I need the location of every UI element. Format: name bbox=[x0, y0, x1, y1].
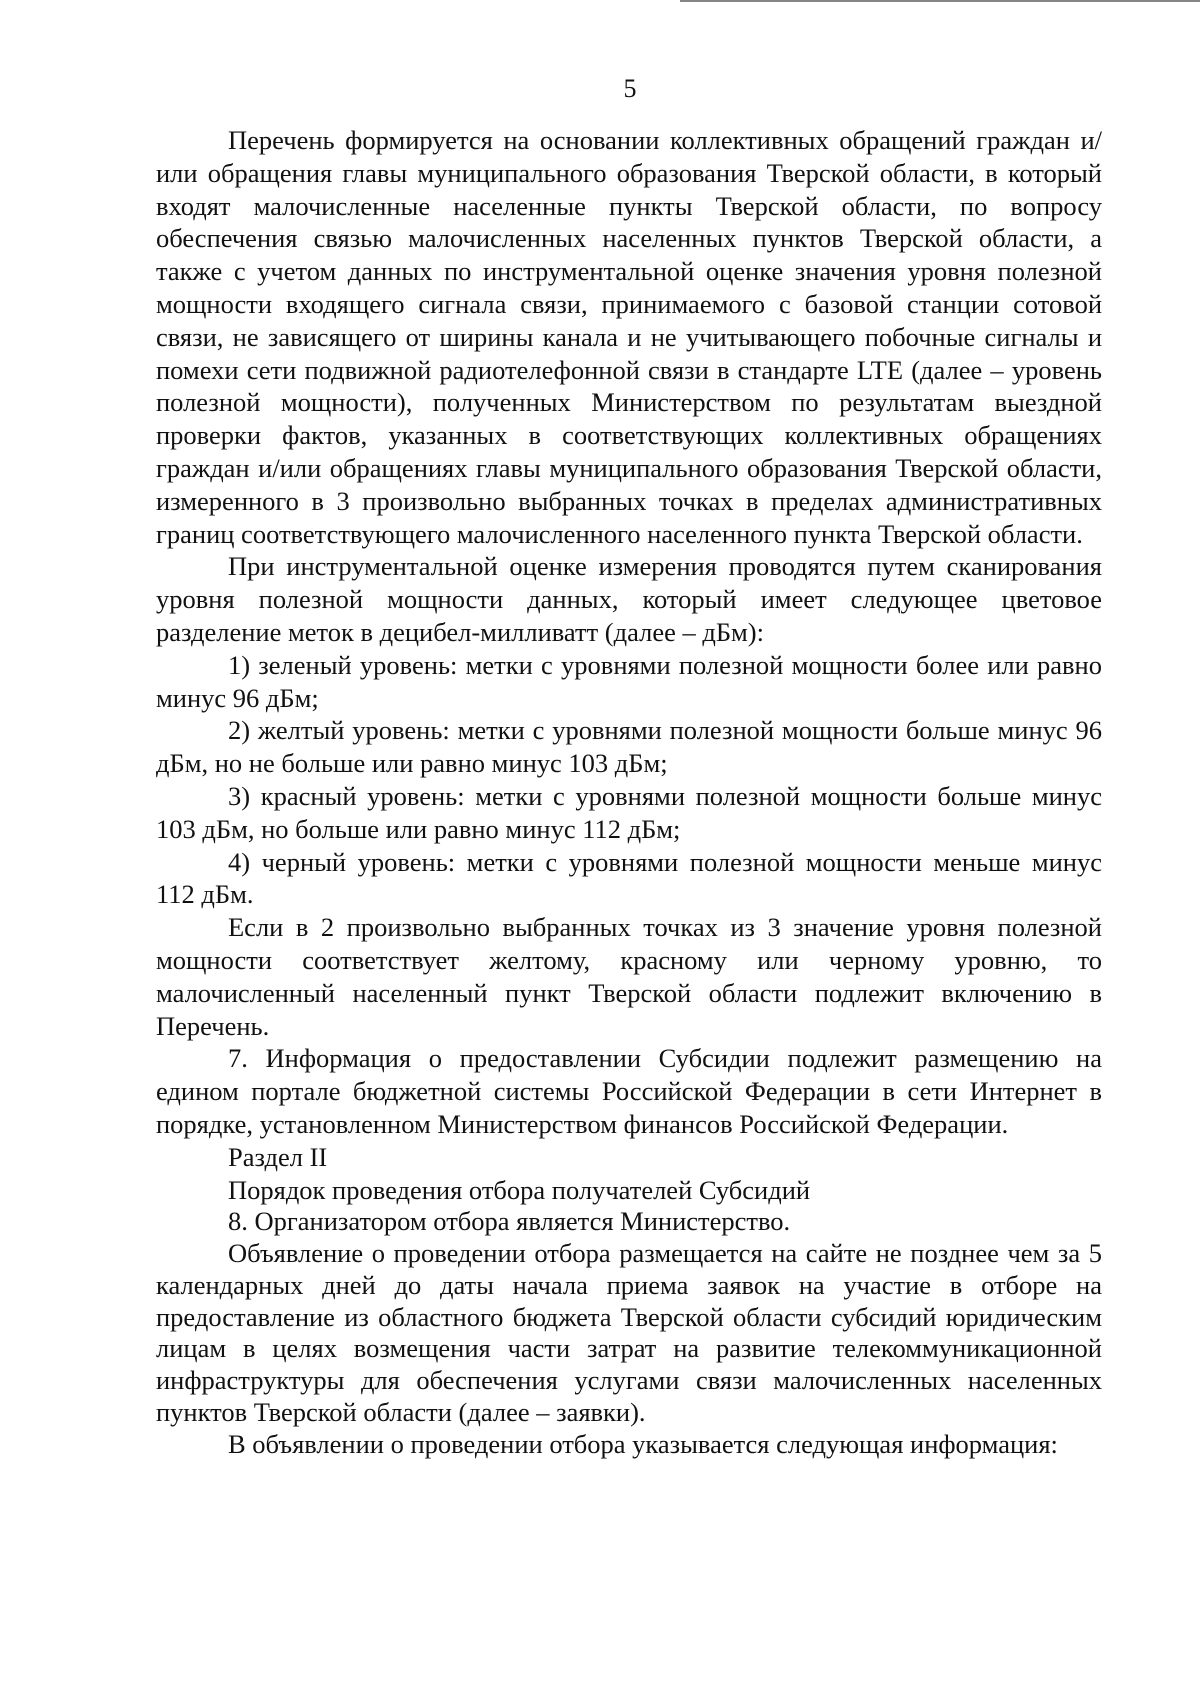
scan-edge-line bbox=[680, 0, 1200, 2]
list-item-red-level: 3) красный уровень: метки с уровнями полезной мощности больше минус 103 дБм, но больше или равно минус 112 дБм; bbox=[156, 780, 1102, 844]
document-body bbox=[156, 124, 1102, 1461]
section-number: Раздел II bbox=[228, 1141, 328, 1172]
page-number: 5 bbox=[623, 74, 637, 103]
list-item-green-level: 1) зеленый уровень: метки с уровнями полезной мощности более или равно минус 96 дБм; bbox=[156, 649, 1102, 713]
paragraph-announcement: Объявление о проведении отбора размещается на сайте не позднее чем за 5 календарных дней до даты начала приема заявок на участие в отборе на предоставление из областного бюджета Тверской области субсидий юридическим лицам в целях возмещения части затрат на развитие телекоммуникационной инфраструктуры для обеспечения услугами связи малочисленных населенных пунктов Тверской области (далее – заявки). bbox=[156, 1238, 1102, 1428]
paragraph-item-7: 7. Информация о предоставлении Субсидии подлежит размещению на едином портале бюджетной системы Российской Федерации в сети Интернет в порядке, установленном Министерством финансов Российской Федерации. bbox=[156, 1043, 1102, 1139]
paragraph-announcement-info: В объявлении о проведении отбора указывается следующая информация: bbox=[228, 1428, 1058, 1459]
paragraph-inclusion-rule: Если в 2 произвольно выбранных точках из 3 значение уровня полезной мощности соответствует желтому, красному или черному уровню, то малочисленный населенный пункт Тверской области подлежит включению в Перечень. bbox=[156, 912, 1102, 1041]
section-title: Порядок проведения отбора получателей Субсидий bbox=[228, 1174, 811, 1205]
list-item-yellow-level: 2) желтый уровень: метки с уровнями полезной мощности больше минус 96 дБм, но не больше или равно минус 103 дБм; bbox=[156, 715, 1102, 779]
paragraph-list-basis: Перечень формируется на основании коллективных обращений граждан и/или обращения главы муниципального образования Тверской области, в который входят малочисленные населенные пункты Тверской области, по вопросу обеспечения связью малочисленных населенных пунктов Тверской области, а также с учетом данных по инструментальной оценке значения уровня полезной мощности входящего сигнала связи, принимаемого с базовой станции сотовой связи, не зависящего от ширины канала и не учитывающего побочные сигналы и помехи сети подвижной радиотелефонной связи в стандарте LTE (далее – уровень полезной мощности), полученных Министерством по результатам выездной проверки фактов, указанных в соответствующих коллективных обращениях граждан и/или обращениях главы муниципального образования Тверской области, измеренного в 3 произвольно выбранных точках в пределах административных границ соответствующего малочисленного населенного пункта Тверской области. bbox=[156, 125, 1102, 549]
list-item-black-level: 4) черный уровень: метки с уровнями полезной мощности меньше минус 112 дБм. bbox=[156, 846, 1102, 910]
paragraph-item-8: 8. Организатором отбора является Министерство. bbox=[228, 1206, 791, 1237]
paragraph-measurement: При инструментальной оценке измерения проводятся путем сканирования уровня полезной мощности данных, который имеет следующее цветовое разделение меток в децибел-милливатт (далее – дБм): bbox=[156, 551, 1102, 647]
